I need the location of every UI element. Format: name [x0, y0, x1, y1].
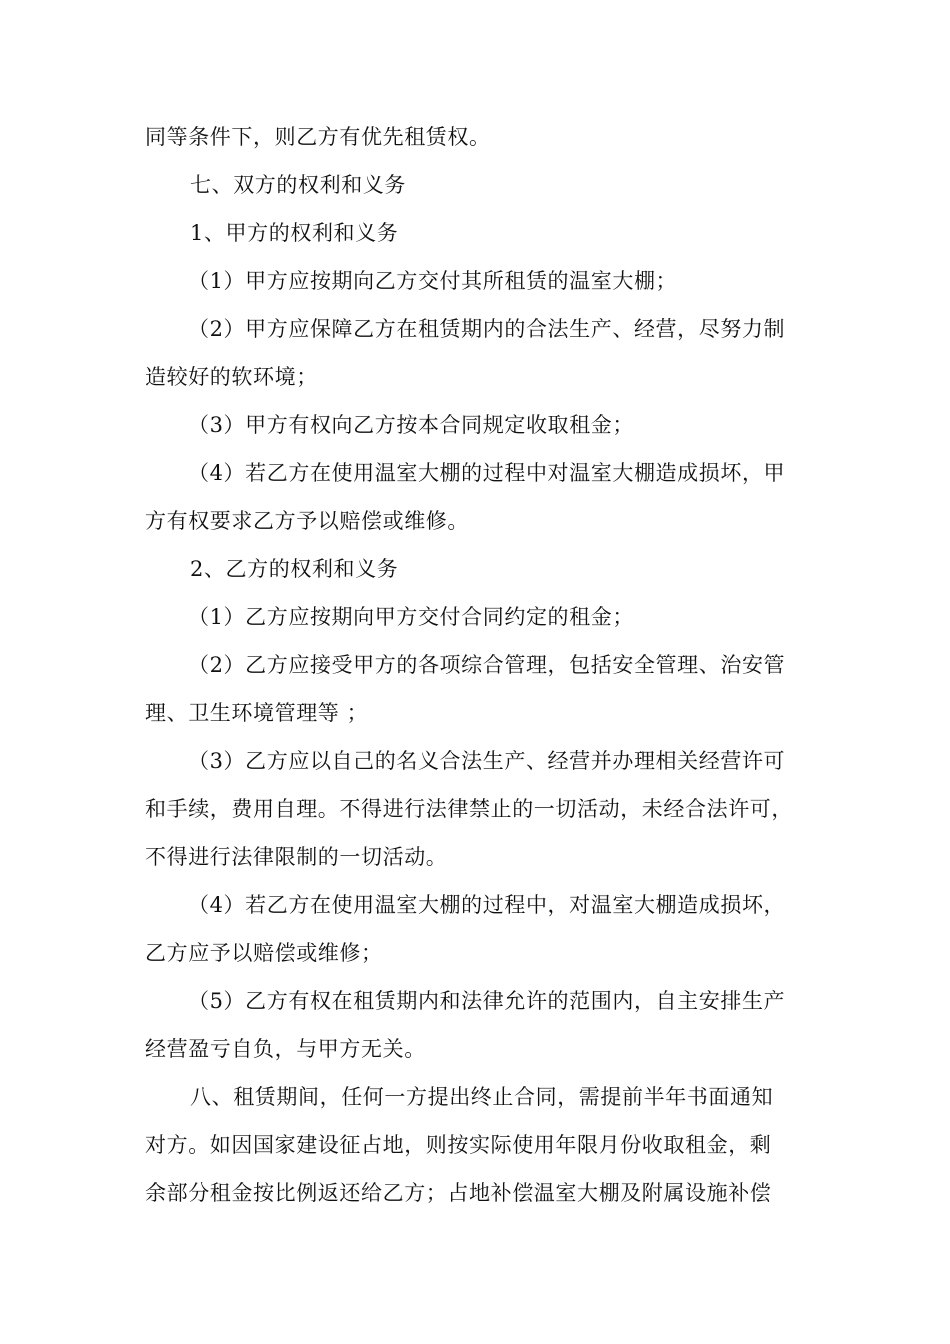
paragraph-line: 对方。如因国家建设征占地，则按实际使用年限月份收取租金，剩: [145, 1133, 772, 1157]
section-paragraph-line: 八、租赁期间，任何一方提出终止合同，需提前半年书面通知: [190, 1085, 774, 1109]
clause-line: 经营盈亏自负，与甲方无关。: [145, 1037, 426, 1061]
subsection-heading: 2、乙方的权利和义务: [190, 557, 399, 581]
clause-line: 乙方应予以赔偿或维修；: [145, 941, 383, 965]
clause-line: （5）乙方有权在租赁期内和法律允许的范围内，自主安排生产: [188, 989, 786, 1013]
clause-line: 不得进行法律限制的一切活动。: [145, 845, 448, 869]
paragraph-line: 同等条件下，则乙方有优先租赁权。: [145, 125, 491, 149]
clause-line: 造较好的软环境；: [145, 365, 318, 389]
clause-line: （1）乙方应按期向甲方交付合同约定的租金；: [188, 605, 634, 629]
clause-line: 方有权要求乙方予以赔偿或维修。: [145, 509, 469, 533]
clause-line: （3）乙方应以自己的名义合法生产、经营并办理相关经营许可: [188, 749, 786, 773]
clause-line: （1）甲方应按期向乙方交付其所租赁的温室大棚；: [188, 269, 678, 293]
clause-line: （4）若乙方在使用温室大棚的过程中对温室大棚造成损坏，甲: [188, 461, 786, 485]
clause-line: 和手续，费用自理。不得进行法律禁止的一切活动，未经合法许可，: [145, 797, 793, 821]
subsection-heading: 1、甲方的权利和义务: [190, 221, 399, 245]
clause-line: （3）甲方有权向乙方按本合同规定收取租金；: [188, 413, 634, 437]
clause-line: （4）若乙方在使用温室大棚的过程中，对温室大棚造成损坏，: [188, 893, 786, 917]
paragraph-line: 余部分租金按比例返还给乙方；占地补偿温室大棚及附属设施补偿: [145, 1181, 772, 1205]
clause-line: 理、卫生环境管理等 ；: [145, 701, 369, 725]
clause-line: （2）乙方应接受甲方的各项综合管理，包括安全管理、治安管: [188, 653, 786, 677]
section-heading: 七、双方的权利和义务: [190, 173, 406, 197]
clause-line: （2）甲方应保障乙方在租赁期内的合法生产、经营，尽努力制: [188, 317, 786, 341]
